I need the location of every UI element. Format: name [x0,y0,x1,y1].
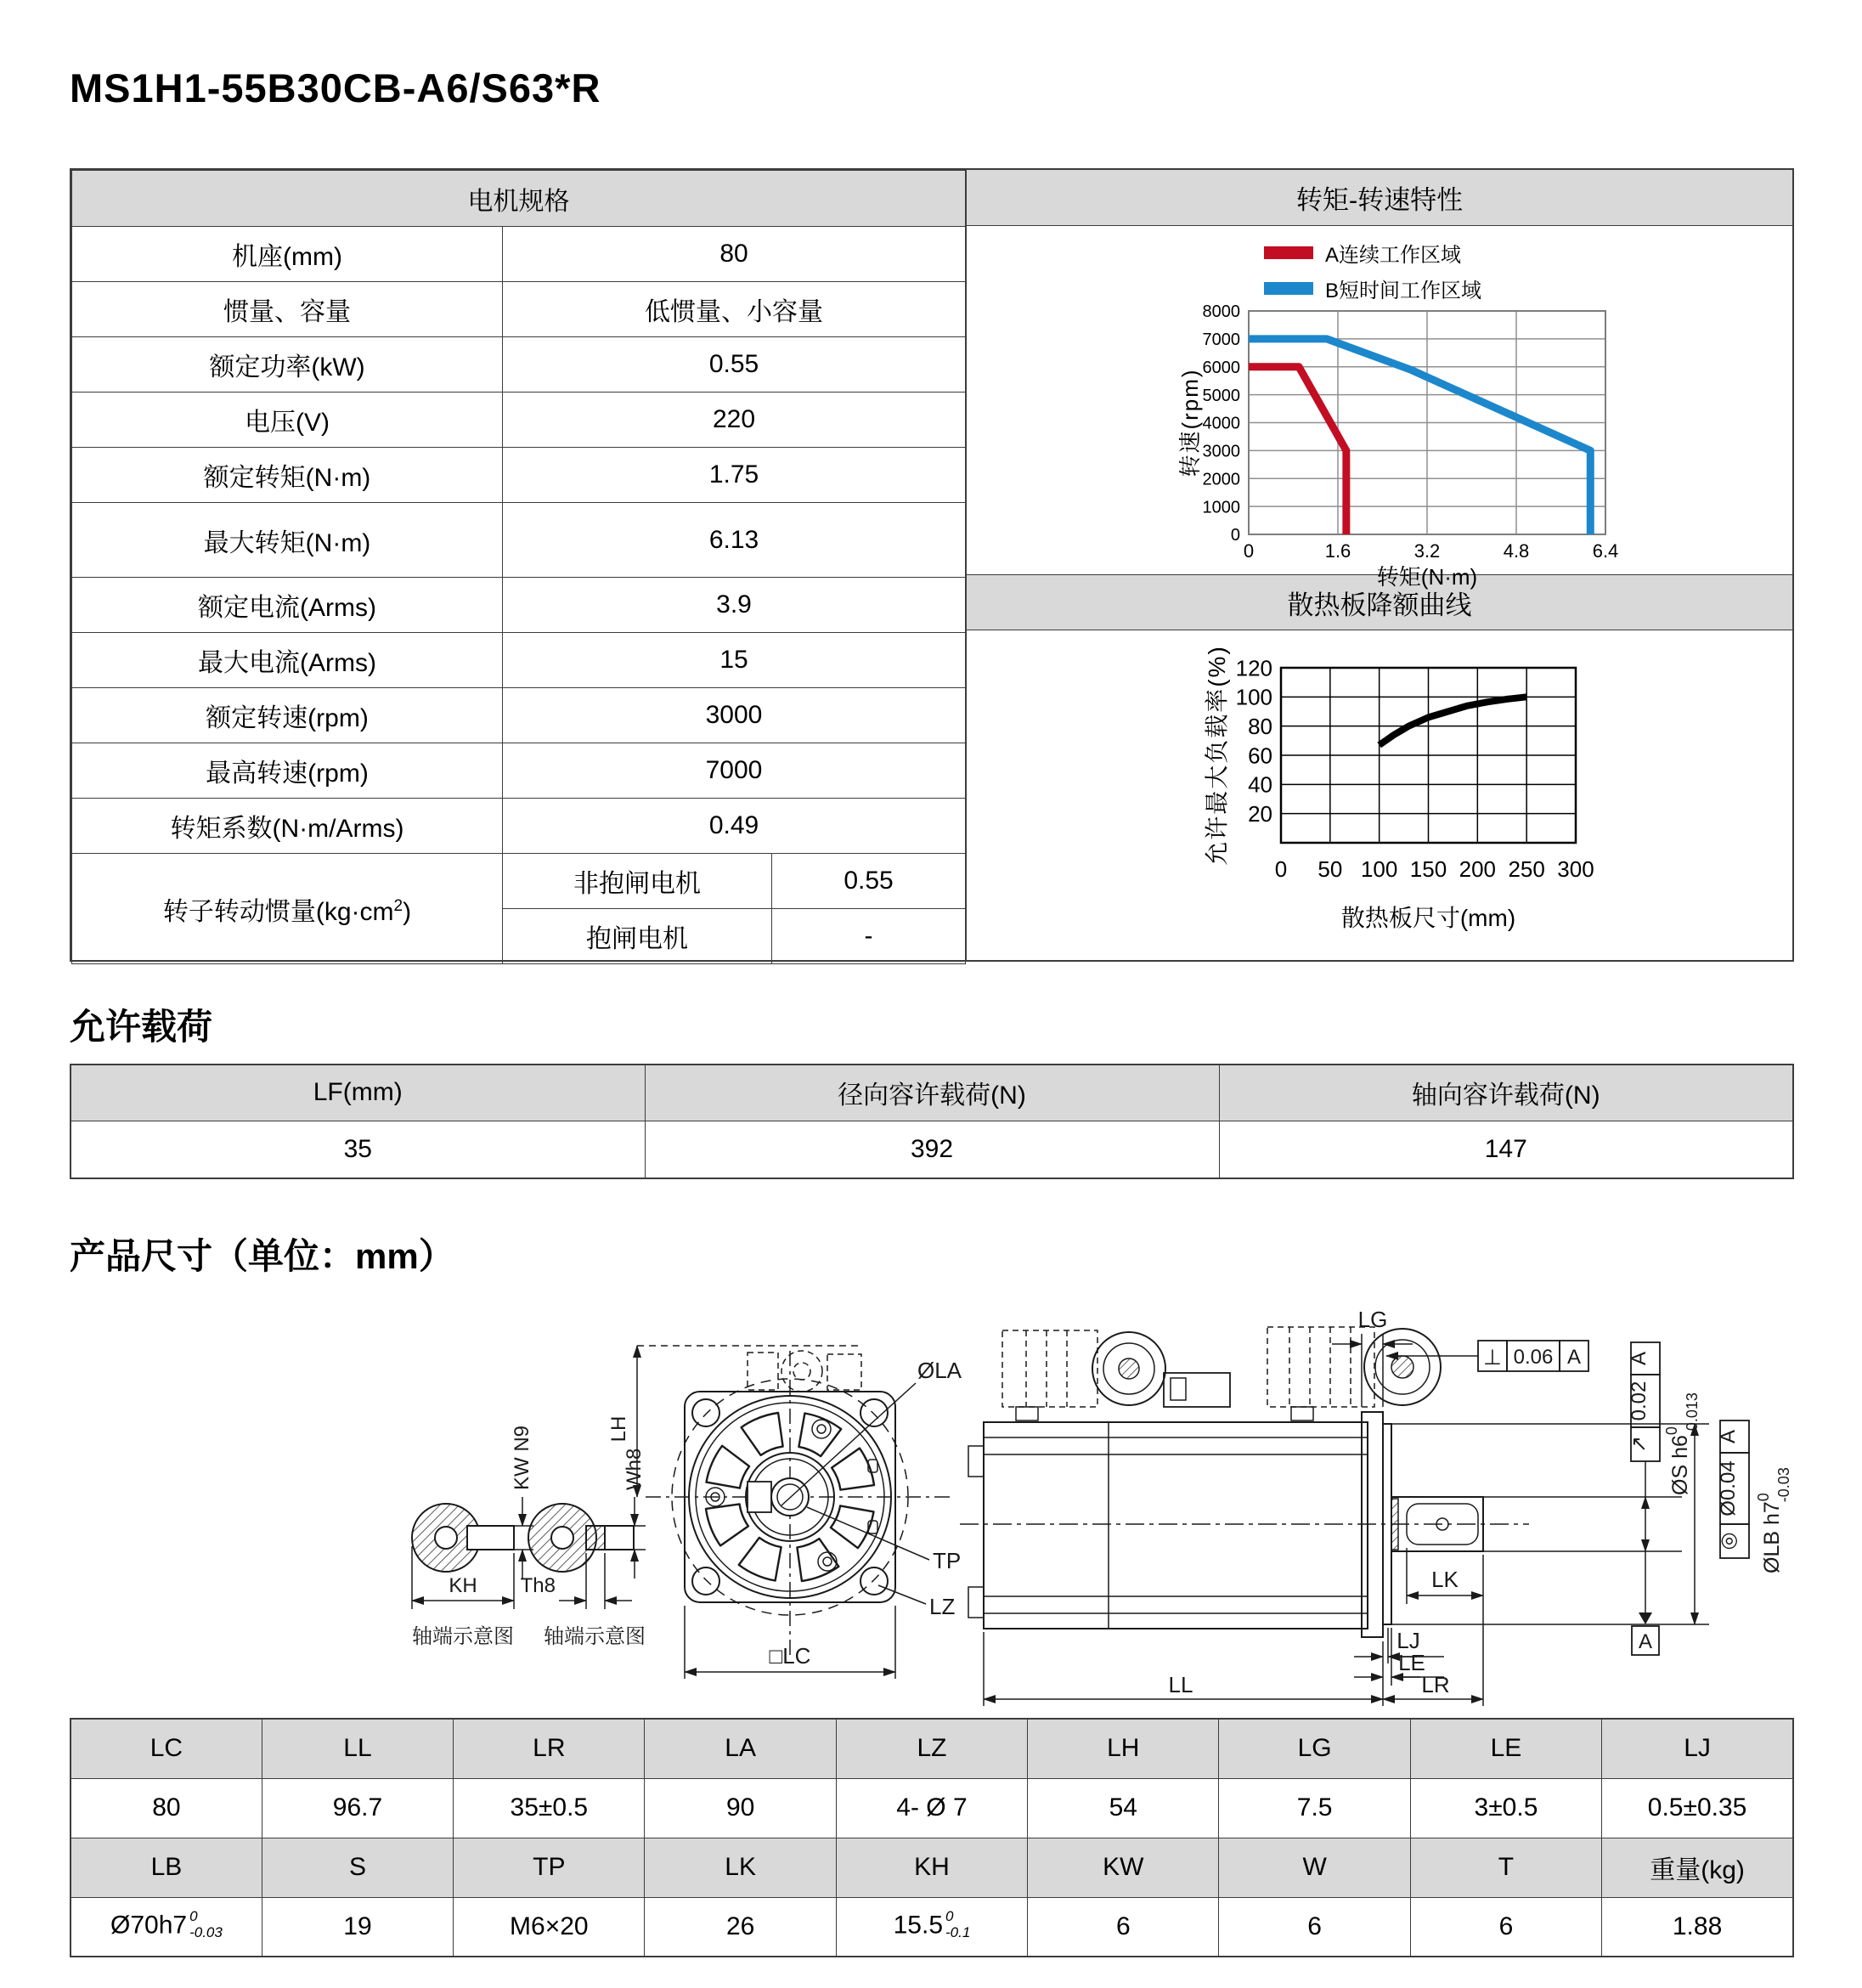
svg-text:0: 0 [1243,540,1255,562]
dims-header: LH [1028,1719,1219,1778]
spec-value: 0.55 [503,337,966,393]
svg-text:允许最大负载率(%): 允许最大负载率(%) [1204,645,1231,866]
runout-datum: A [1628,1351,1650,1366]
svg-text:120: 120 [1235,655,1273,681]
dims-value: 3±0.5 [1410,1778,1601,1838]
spec-label: 额定电流(Arms) [72,578,503,633]
dims-value: 6 [1219,1897,1410,1957]
allowable-load-table [70,1064,1794,1179]
motor-spec-table [71,170,966,964]
svg-text:40: 40 [1248,771,1273,798]
dims-value: 90 [645,1778,836,1838]
derating-chart [967,630,1795,963]
svg-text:0: 0 [1230,526,1241,545]
svg-text:300: 300 [1557,856,1594,882]
svg-text:6.4: 6.4 [1592,540,1619,562]
shaft-end-caption: 轴端示意图 [544,1625,646,1648]
svg-text:转矩(N·m): 转矩(N·m) [1376,564,1478,590]
dims-header: LC [71,1719,262,1778]
svg-text:ØS h60-0.013: ØS $h6^0$ -0.013 [1663,1392,1701,1495]
side-dim-le-label: LE [1398,1650,1425,1675]
motor-side-view-drawing [934,1293,1794,1711]
dims-header: S [262,1838,453,1897]
svg-text:50: 50 [1318,856,1343,882]
derating-chart-header: 散热板降额曲线 [967,574,1792,630]
legend-label: B短时间工作区域 [1325,279,1482,302]
front-dim-th-label: Th8 [520,1574,556,1597]
legend-label: A连续工作区域 [1325,243,1462,267]
spec-label-inertia: 转子转动惯量$(kg\cdot cm^2)$ [72,854,503,964]
spec-value: 220 [503,393,966,448]
spec-label: 额定转矩(N·m) [72,448,503,503]
dims-value: 35±0.5 [454,1778,645,1838]
svg-text:100: 100 [1360,856,1398,882]
load-header: LF(mm) [71,1065,645,1121]
datum-flag: A [1638,1630,1653,1653]
dims-value: 96.7 [262,1778,453,1838]
dims-header: 重量(kg) [1602,1838,1793,1897]
spec-label: 电压(V) [72,393,503,448]
derating-chart-area [967,630,1792,963]
svg-text:5000: 5000 [1202,386,1241,405]
dims-header: W [1219,1838,1410,1897]
load-header: 径向容许载荷(N) [645,1065,1219,1121]
torque-speed-chart-area [967,226,1792,590]
svg-text:4.8: 4.8 [1503,540,1530,562]
spec-sub-value: 0.55 [772,854,966,909]
spec-label: 惯量、容量 [72,282,503,337]
svg-text:转速(rpm): 转速(rpm) [1177,368,1204,477]
perp-value: 0.06 [1513,1346,1554,1369]
svg-text:1.6: 1.6 [1324,540,1351,562]
perpendicularity-icon: ⊥ [1483,1346,1502,1370]
dims-header: LE [1410,1719,1601,1778]
spec-label: 额定功率(kW) [72,337,503,393]
spec-label: 机座(mm) [72,227,503,282]
spec-value: 低惯量、小容量 [503,282,966,337]
dims-section-heading: 产品尺寸（单位：mm） [70,1236,454,1276]
svg-text:20: 20 [1248,801,1273,827]
spec-sub-label: 抱闸电机 [503,909,772,964]
spec-sub-label: 非抱闸电机 [503,854,772,909]
dims-header: TP [454,1838,645,1897]
load-header: 轴向容许载荷(N) [1219,1065,1793,1121]
dims-header: LL [262,1719,453,1778]
spec-label: 最大电流(Arms) [72,633,503,688]
svg-text:8000: 8000 [1202,302,1241,322]
spec-value: 3000 [503,688,966,743]
dims-value: 80 [71,1778,262,1838]
torque-chart-header: 转矩-转速特性 [967,170,1792,226]
spec-value: 7000 [503,743,966,799]
front-dim-lh-label: LH [607,1415,630,1443]
dims-value: 7.5 [1219,1778,1410,1838]
load-value: 147 [1219,1121,1793,1178]
dims-header: KW [1028,1838,1219,1897]
legend-swatch-blue [1264,282,1313,295]
dims-header: LA [645,1719,836,1778]
svg-text:80: 80 [1248,714,1273,740]
load-section-heading: 允许载荷 [70,1007,213,1047]
svg-text:1000: 1000 [1202,498,1241,517]
page-title: MS1H1-55B30CB-A6/S63*R [70,65,601,110]
dims-value-kh: 15.5 0 -0.1 [836,1897,1027,1957]
spec-value: 0.49 [503,799,966,854]
svg-text:0: 0 [1274,856,1288,882]
svg-text:100: 100 [1235,684,1273,710]
conc-datum: A [1717,1429,1740,1444]
svg-text:7000: 7000 [1202,330,1241,350]
spec-label: 最高转速(rpm) [72,743,503,799]
front-dim-tp-label: TP [933,1548,962,1573]
spec-label: 最大转矩(N·m) [72,503,503,578]
torque-speed-chart [967,302,1795,590]
concentricity-icon: ◎ [1717,1532,1740,1550]
legend-item-a [1264,238,1481,267]
spec-table-header: 电机规格 [72,171,966,227]
dims-value: 6 [1028,1897,1219,1957]
front-dim-wh-label: Wh8 [623,1448,646,1490]
spec-label: 额定转速(rpm) [72,688,503,743]
load-value: 392 [645,1121,1219,1178]
svg-text:250: 250 [1508,856,1545,882]
svg-text:3000: 3000 [1202,442,1241,461]
dims-header: LK [645,1838,836,1897]
spec-value: 1.75 [503,448,966,503]
svg-text:ØLB h70-0.03: ØLB $h7^0$ -0.03 [1755,1467,1792,1573]
svg-text:150: 150 [1409,856,1447,882]
dims-value: 0.5±0.35 [1602,1778,1793,1838]
dims-header: LJ [1602,1719,1793,1778]
legend-swatch-red [1264,246,1313,259]
shaft-end-caption: 轴端示意图 [412,1625,514,1648]
dims-header: LB [71,1838,262,1897]
conc-value: Ø0.04 [1717,1460,1740,1516]
svg-text:4000: 4000 [1202,414,1241,433]
motor-front-view-drawing [382,1293,960,1711]
svg-text:60: 60 [1248,743,1273,769]
spec-sub-value: - [772,909,966,964]
dimension-drawings [70,1293,1794,1711]
dims-value: 26 [645,1897,836,1957]
charts-column [966,170,1792,960]
svg-text:6000: 6000 [1202,358,1241,377]
dims-header: LR [454,1719,645,1778]
spec-label: 转矩系数(N·m/Arms) [72,799,503,854]
runout-icon: ↗ [1628,1435,1650,1454]
spigot-tolerance-label [1755,1467,1792,1573]
dims-value: 6 [1410,1897,1601,1957]
svg-text:2000: 2000 [1202,470,1241,489]
load-value: 35 [71,1121,645,1178]
front-dim-lc-label: □LC [769,1643,811,1669]
svg-text:200: 200 [1459,856,1497,882]
front-dim-lz-label: LZ [929,1594,956,1619]
front-dim-ola-label: ØLA [917,1358,962,1383]
dims-value: 1.88 [1602,1897,1793,1957]
side-dim-lr-label: LR [1421,1672,1450,1697]
spec-value: 6.13 [503,503,966,578]
spec-value: 80 [503,227,966,282]
front-dim-kw-label: KW N9 [511,1425,533,1490]
runout-value: 0.02 [1628,1381,1650,1421]
svg-text:散热板尺寸(mm): 散热板尺寸(mm) [1340,905,1516,931]
svg-text:3.2: 3.2 [1413,540,1441,562]
dims-value: 4- Ø 7 [836,1778,1027,1838]
legend-item-b [1264,274,1481,302]
dims-header: LZ [836,1719,1027,1778]
dims-value: 54 [1028,1778,1219,1838]
perp-datum: A [1566,1346,1582,1369]
front-dim-kh-label: KH [449,1574,477,1597]
dims-value-lb: Ø70h7 0 -0.03 [71,1897,262,1957]
dims-header: T [1410,1838,1601,1897]
side-dim-ll-label: LL [1168,1672,1193,1697]
side-dim-lg-label: LG [1357,1307,1388,1332]
dims-header: KH [836,1838,1027,1897]
spec-value: 15 [503,633,966,688]
chart-legend [1264,238,1481,309]
motor-spec-section [70,168,1794,962]
dims-value: M6×20 [454,1897,645,1957]
dimensions-table [70,1718,1794,1957]
dims-header: LG [1219,1719,1410,1778]
spec-value: 3.9 [503,578,966,633]
side-dim-lj-label: LJ [1396,1628,1420,1653]
side-dim-lk-label: LK [1431,1567,1459,1592]
dims-value: 19 [262,1897,453,1957]
